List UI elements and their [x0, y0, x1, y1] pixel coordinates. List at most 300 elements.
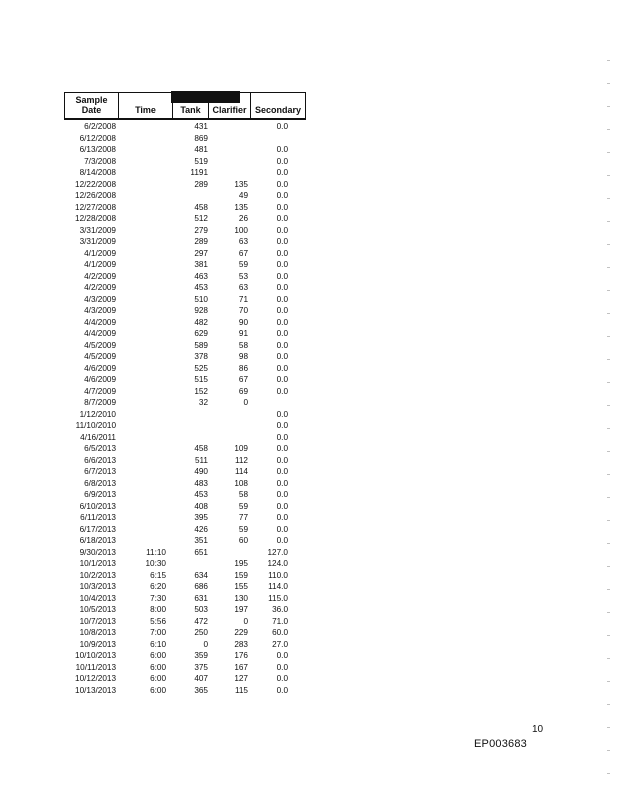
cell-tank — [166, 190, 208, 202]
cell-secondary: 0.0 — [276, 214, 288, 223]
table-row — [64, 167, 306, 179]
cell-sample-date: 12/22/2008 — [75, 179, 116, 189]
cell-tank: 515 — [194, 375, 208, 384]
table-row — [64, 363, 306, 375]
cell-time — [116, 144, 166, 156]
cell-secondary: 110.0 — [268, 570, 288, 580]
cell-time — [116, 512, 166, 524]
cell-secondary: 0.0 — [276, 501, 288, 511]
cell-time — [116, 248, 166, 260]
cell-sample-date: 6/2/2008 — [84, 122, 116, 131]
cell-secondary: 0.0 — [276, 478, 288, 488]
cell-clarifier: 53 — [238, 271, 248, 281]
cell-secondary: 0.0 — [276, 225, 288, 235]
cell-secondary: 124.0 — [267, 559, 288, 568]
cell-secondary: 115.0 — [268, 593, 288, 603]
cell-time — [116, 271, 166, 283]
cell-tank: 481 — [194, 145, 208, 154]
cell-secondary: 0.0 — [276, 237, 288, 246]
cell-sample-date: 4/3/2009 — [84, 306, 116, 315]
cell-clarifier: 70 — [238, 306, 248, 315]
cell-sample-date: 6/18/2013 — [79, 536, 116, 545]
table-row — [64, 420, 306, 432]
cell-clarifier — [208, 121, 248, 133]
cell-tank: 869 — [194, 133, 208, 143]
cell-secondary: 0.0 — [276, 375, 288, 384]
header-tank: Tank — [173, 93, 209, 118]
cell-sample-date: 10/7/2013 — [79, 616, 116, 626]
cell-clarifier: 135 — [234, 202, 248, 212]
cell-time — [116, 443, 166, 455]
cell-secondary: 0.0 — [276, 685, 288, 695]
cell-sample-date: 4/4/2009 — [84, 329, 116, 338]
cell-time — [116, 190, 166, 202]
cell-tank: 928 — [194, 306, 208, 315]
cell-time — [116, 294, 166, 306]
table-row — [64, 627, 306, 639]
table-row — [64, 604, 306, 616]
cell-sample-date: 4/5/2009 — [84, 352, 116, 361]
cell-time — [116, 156, 166, 168]
cell-tank: 431 — [194, 122, 208, 131]
cell-sample-date: 4/6/2009 — [84, 375, 116, 384]
table-row — [64, 593, 306, 605]
cell-time — [116, 397, 166, 409]
cell-sample-date: 12/28/2008 — [75, 214, 116, 223]
cell-time: 6:20 — [150, 582, 166, 591]
cell-sample-date: 4/1/2009 — [84, 260, 116, 269]
cell-sample-date: 4/6/2009 — [84, 363, 116, 373]
cell-clarifier: 114 — [234, 467, 248, 476]
cell-sample-date: 4/3/2009 — [84, 294, 116, 304]
cell-tank: 631 — [194, 593, 208, 603]
cell-tank: 512 — [194, 214, 208, 223]
cell-tank: 152 — [194, 386, 208, 396]
table-row — [64, 547, 306, 559]
table-row — [64, 294, 306, 306]
cell-sample-date: 6/9/2013 — [84, 490, 116, 499]
cell-sample-date: 3/31/2009 — [79, 237, 116, 246]
cell-secondary: 0.0 — [276, 283, 288, 292]
cell-time — [116, 179, 166, 191]
table-row — [64, 156, 306, 168]
cell-time — [116, 167, 166, 179]
cell-secondary: 0.0 — [276, 294, 288, 304]
cell-clarifier — [208, 144, 248, 156]
cell-clarifier: 135 — [234, 179, 248, 189]
table-row — [64, 236, 306, 248]
cell-secondary: 0.0 — [276, 329, 288, 338]
table-row — [64, 466, 306, 478]
cell-sample-date: 6/10/2013 — [79, 501, 116, 511]
cell-secondary: 0.0 — [276, 662, 288, 672]
cell-time — [116, 420, 166, 432]
cell-secondary: 0.0 — [276, 674, 288, 683]
cell-time — [116, 328, 166, 340]
cell-clarifier: 26 — [238, 214, 248, 223]
table-row — [64, 121, 306, 133]
cell-time: 8:00 — [150, 605, 166, 614]
cell-secondary: 0.0 — [276, 386, 288, 396]
table-row — [64, 673, 306, 685]
cell-time: 6:00 — [150, 685, 166, 695]
table-row — [64, 248, 306, 260]
redaction-box — [171, 91, 240, 103]
cell-clarifier — [208, 156, 248, 168]
cell-sample-date: 6/6/2013 — [84, 455, 116, 465]
cell-time — [116, 213, 166, 225]
table-row — [64, 639, 306, 651]
cell-clarifier: 167 — [234, 662, 248, 672]
table-row — [64, 340, 306, 352]
cell-tank: 289 — [194, 237, 208, 246]
cell-tank: 525 — [194, 363, 208, 373]
bates-number: EP003683 — [474, 738, 527, 750]
cell-clarifier: 49 — [238, 191, 248, 200]
cell-secondary: 0.0 — [276, 156, 288, 166]
cell-time — [116, 236, 166, 248]
header-clarifier: Clarifier — [209, 93, 251, 118]
cell-tank: 458 — [194, 444, 208, 453]
cell-secondary: 0.0 — [276, 524, 288, 534]
cell-sample-date: 10/12/2013 — [75, 674, 116, 683]
cell-sample-date: 7/3/2008 — [84, 156, 116, 166]
cell-secondary: 0.0 — [276, 455, 288, 465]
table-body — [64, 121, 306, 696]
table-row — [64, 179, 306, 191]
cell-clarifier: 155 — [234, 582, 248, 591]
cell-secondary: 0.0 — [276, 490, 288, 499]
cell-tank: 250 — [194, 628, 208, 637]
cell-tank: 483 — [194, 478, 208, 488]
cell-clarifier — [208, 432, 248, 444]
header-time: Time — [119, 93, 173, 118]
table-row — [64, 225, 306, 237]
cell-sample-date: 10/3/2013 — [79, 582, 116, 591]
cell-sample-date: 6/12/2008 — [79, 133, 116, 143]
cell-sample-date: 4/4/2009 — [84, 317, 116, 327]
cell-sample-date: 10/9/2013 — [79, 639, 116, 649]
cell-time — [116, 259, 166, 271]
cell-tank: 463 — [194, 271, 208, 281]
cell-secondary: 0.0 — [276, 191, 288, 200]
cell-clarifier: 197 — [234, 605, 248, 614]
cell-time: 7:00 — [150, 628, 166, 637]
cell-time: 6:10 — [150, 639, 166, 649]
table-row — [64, 501, 306, 513]
cell-secondary: 0.0 — [276, 513, 288, 522]
cell-sample-date: 12/27/2008 — [75, 202, 116, 212]
cell-clarifier: 109 — [234, 444, 248, 453]
cell-time — [116, 317, 166, 329]
cell-secondary: 0.0 — [276, 363, 288, 373]
table-row — [64, 570, 306, 582]
cell-secondary: 0.0 — [276, 432, 288, 442]
cell-secondary: 0.0 — [276, 421, 288, 430]
cell-tank: 359 — [194, 651, 208, 660]
cell-tank: 279 — [194, 225, 208, 235]
cell-secondary: 0.0 — [276, 202, 288, 212]
table-row — [64, 512, 306, 524]
table-row — [64, 133, 306, 145]
cell-time — [116, 305, 166, 317]
cell-time — [116, 501, 166, 513]
cell-time — [116, 386, 166, 398]
cell-clarifier: 100 — [234, 225, 248, 235]
cell-sample-date: 4/16/2011 — [80, 432, 116, 442]
table-row — [64, 317, 306, 329]
cell-sample-date: 6/8/2013 — [84, 478, 116, 488]
cell-secondary: 71.0 — [272, 616, 288, 626]
cell-time: 5:56 — [150, 616, 166, 626]
cell-time — [116, 340, 166, 352]
cell-tank: 395 — [194, 513, 208, 522]
cell-time — [116, 489, 166, 501]
table-row — [64, 397, 306, 409]
cell-sample-date: 10/2/2013 — [79, 570, 116, 580]
cell-tank: 365 — [194, 685, 208, 695]
cell-sample-date: 4/7/2009 — [84, 386, 116, 396]
cell-time: 6:00 — [150, 651, 166, 660]
cell-secondary: 0.0 — [276, 317, 288, 327]
table-row — [64, 374, 306, 386]
cell-tank: 482 — [194, 317, 208, 327]
cell-clarifier: 77 — [238, 513, 248, 522]
table-row — [64, 524, 306, 536]
table-row — [64, 616, 306, 628]
cell-sample-date: 4/5/2009 — [84, 340, 116, 350]
cell-clarifier: 195 — [234, 559, 248, 568]
cell-secondary: 0.0 — [276, 651, 288, 660]
cell-time — [116, 466, 166, 478]
table-row — [64, 489, 306, 501]
cell-clarifier: 71 — [238, 294, 248, 304]
cell-tank: 453 — [194, 490, 208, 499]
cell-secondary: 0.0 — [276, 444, 288, 453]
cell-sample-date: 4/2/2009 — [84, 271, 116, 281]
header-sample-date: Sample Date — [65, 93, 119, 118]
cell-tank: 629 — [194, 329, 208, 338]
table-row — [64, 190, 306, 202]
cell-clarifier — [208, 409, 248, 421]
table-row — [64, 144, 306, 156]
cell-secondary: 60.0 — [272, 628, 288, 637]
table-row — [64, 535, 306, 547]
cell-sample-date: 10/4/2013 — [79, 593, 116, 603]
table-row — [64, 282, 306, 294]
cell-clarifier — [208, 167, 248, 179]
cell-secondary: 0.0 — [276, 306, 288, 315]
cell-secondary: 0.0 — [276, 179, 288, 189]
cell-time: 6:00 — [150, 662, 166, 672]
cell-secondary: 0.0 — [276, 260, 288, 269]
cell-clarifier: 229 — [234, 628, 248, 637]
cell-clarifier: 0 — [243, 398, 248, 407]
cell-tank: 634 — [194, 570, 208, 580]
cell-time — [116, 351, 166, 363]
table-row — [64, 259, 306, 271]
table-row — [64, 685, 306, 697]
table-row — [64, 328, 306, 340]
cell-time — [116, 535, 166, 547]
page-number: 10 — [532, 724, 544, 735]
cell-tank — [166, 420, 208, 432]
cell-secondary: 36.0 — [272, 605, 288, 614]
cell-tank: 472 — [194, 616, 208, 626]
cell-sample-date: 4/2/2009 — [84, 283, 116, 292]
cell-time — [116, 133, 166, 145]
table-row — [64, 202, 306, 214]
cell-clarifier: 69 — [238, 386, 248, 396]
cell-time — [116, 225, 166, 237]
cell-secondary: 0.0 — [276, 168, 288, 177]
cell-sample-date: 6/7/2013 — [84, 467, 116, 476]
cell-time: 10:30 — [145, 559, 166, 568]
cell-time — [116, 282, 166, 294]
cell-sample-date: 6/11/2013 — [80, 513, 116, 522]
cell-clarifier: 115 — [234, 685, 248, 695]
cell-tank: 589 — [194, 340, 208, 350]
cell-tank: 458 — [194, 202, 208, 212]
cell-tank: 651 — [194, 547, 208, 557]
cell-tank: 408 — [194, 501, 208, 511]
cell-sample-date: 10/13/2013 — [75, 685, 116, 695]
cell-clarifier: 130 — [234, 593, 248, 603]
cell-tank: 519 — [194, 156, 208, 166]
cell-tank: 490 — [194, 467, 208, 476]
cell-secondary — [248, 133, 288, 145]
cell-time — [116, 202, 166, 214]
table-row — [64, 455, 306, 467]
cell-time — [116, 478, 166, 490]
cell-tank: 503 — [194, 605, 208, 614]
cell-clarifier: 86 — [238, 363, 248, 373]
cell-clarifier: 59 — [238, 260, 248, 269]
cell-tank: 511 — [194, 455, 208, 465]
cell-sample-date: 6/17/2013 — [79, 524, 116, 534]
cell-clarifier: 59 — [238, 501, 248, 511]
cell-tank: 407 — [194, 674, 208, 683]
cell-secondary: 0.0 — [276, 467, 288, 476]
cell-clarifier — [208, 547, 248, 559]
cell-sample-date: 6/5/2013 — [84, 444, 116, 453]
cell-sample-date: 9/30/2013 — [79, 547, 116, 557]
cell-sample-date: 3/31/2009 — [79, 225, 116, 235]
cell-secondary: 0.0 — [276, 352, 288, 361]
cell-time — [116, 524, 166, 536]
cell-tank: 378 — [194, 352, 208, 361]
cell-secondary: 114.0 — [268, 582, 288, 591]
cell-secondary: 0.0 — [276, 145, 288, 154]
table-row — [64, 650, 306, 662]
table-row — [64, 213, 306, 225]
cell-secondary: 0.0 — [276, 340, 288, 350]
cell-clarifier: 108 — [234, 478, 248, 488]
cell-tank: 297 — [194, 248, 208, 258]
table-row — [64, 271, 306, 283]
cell-time: 7:30 — [150, 593, 166, 603]
cell-secondary: 127.0 — [267, 547, 288, 557]
cell-tank: 381 — [194, 260, 208, 269]
cell-sample-date: 12/26/2008 — [75, 191, 116, 200]
cell-clarifier: 63 — [238, 237, 248, 246]
cell-tank — [166, 558, 208, 570]
cell-clarifier: 176 — [234, 651, 248, 660]
cell-sample-date: 11/10/2010 — [75, 421, 116, 430]
cell-sample-date: 8/7/2009 — [84, 398, 116, 407]
header-secondary: Secondary — [254, 105, 302, 115]
cell-clarifier: 67 — [238, 375, 248, 384]
cell-time — [116, 409, 166, 421]
cell-clarifier: 63 — [238, 283, 248, 292]
table-row — [64, 662, 306, 674]
cell-tank: 453 — [194, 283, 208, 292]
cell-clarifier: 59 — [238, 524, 248, 534]
cell-sample-date: 4/1/2009 — [84, 248, 116, 258]
table-row — [64, 478, 306, 490]
cell-tank: 289 — [194, 179, 208, 189]
cell-sample-date: 6/13/2008 — [79, 145, 116, 154]
cell-clarifier: 0 — [243, 616, 248, 626]
cell-secondary: 27.0 — [272, 639, 288, 649]
cell-clarifier: 58 — [238, 340, 248, 350]
cell-tank: 426 — [194, 524, 208, 534]
cell-clarifier: 58 — [238, 490, 248, 499]
cell-clarifier — [208, 133, 248, 145]
cell-sample-date: 10/11/2013 — [75, 662, 116, 672]
table-row — [64, 558, 306, 570]
cell-tank: 351 — [194, 536, 208, 545]
table-row — [64, 581, 306, 593]
cell-tank: 32 — [198, 398, 208, 407]
cell-tank — [166, 409, 208, 421]
cell-secondary: 0.0 — [276, 409, 288, 419]
cell-time: 6:15 — [150, 570, 166, 580]
cell-secondary: 0.0 — [276, 122, 288, 131]
cell-sample-date: 10/1/2013 — [79, 559, 116, 568]
cell-clarifier: 90 — [238, 317, 248, 327]
table-row — [64, 432, 306, 444]
cell-secondary: 0.0 — [276, 536, 288, 545]
cell-tank: 0 — [203, 639, 208, 649]
cell-time — [116, 121, 166, 133]
cell-tank: 1191 — [190, 168, 208, 177]
table-row — [64, 443, 306, 455]
table-row — [64, 409, 306, 421]
cell-time: 6:00 — [150, 674, 166, 683]
cell-clarifier: 67 — [238, 248, 248, 258]
cell-clarifier: 91 — [238, 329, 248, 338]
table-row — [64, 386, 306, 398]
cell-clarifier: 60 — [238, 536, 248, 545]
cell-clarifier: 159 — [234, 570, 248, 580]
cell-time — [116, 374, 166, 386]
scan-edge-marks — [607, 60, 610, 780]
cell-secondary: 0.0 — [276, 248, 288, 258]
cell-secondary: 0.0 — [276, 271, 288, 281]
cell-sample-date: 10/8/2013 — [79, 628, 116, 637]
table-row — [64, 305, 306, 317]
cell-clarifier: 283 — [234, 639, 248, 649]
cell-sample-date: 10/5/2013 — [79, 605, 116, 614]
cell-time — [116, 432, 166, 444]
cell-tank: 510 — [194, 294, 208, 304]
cell-clarifier — [208, 420, 248, 432]
cell-tank: 686 — [194, 582, 208, 591]
cell-clarifier: 98 — [238, 352, 248, 361]
cell-tank: 375 — [194, 662, 208, 672]
cell-sample-date: 1/12/2010 — [79, 409, 116, 419]
